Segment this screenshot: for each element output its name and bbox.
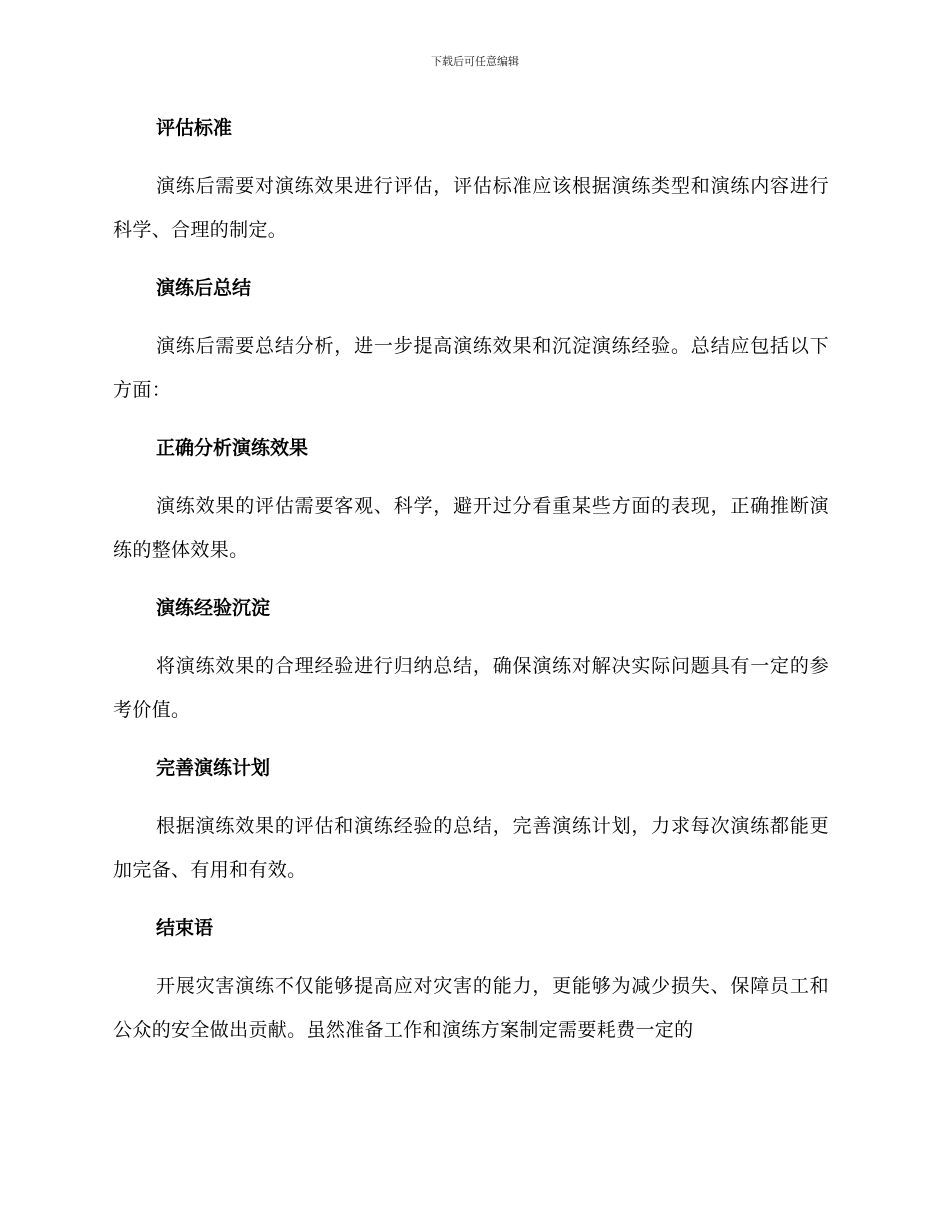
section-conclusion — [113, 906, 829, 1052]
section-heading: 演练后总结 — [156, 277, 252, 299]
section-heading: 完善演练计划 — [156, 757, 271, 779]
section-heading: 结束语 — [156, 917, 214, 939]
section-heading: 评估标准 — [156, 117, 233, 139]
section-paragraph: 演练效果的评估需要客观、科学，避开过分看重某些方面的表现，正确推断演练的整体效果。 — [113, 495, 829, 561]
page-header: 下载后可任意编辑 — [431, 55, 519, 68]
section-experience — [113, 586, 829, 732]
section-paragraph: 演练后需要总结分析，进一步提高演练效果和沉淀演练经验。总结应包括以下方面： — [113, 335, 829, 401]
section-post-drill-summary — [113, 266, 829, 412]
section-analyze-effect — [113, 426, 829, 572]
section-paragraph: 演练后需要对演练效果进行评估，评估标准应该根据演练类型和演练内容进行科学、合理的制定。 — [113, 175, 829, 241]
section-heading: 演练经验沉淀 — [156, 597, 271, 619]
section-paragraph: 开展灾害演练不仅能够提高应对灾害的能力，更能够为减少损失、保障员工和公众的安全做出贡献。虽然准备工作和演练方案制定需要耗费一定的 — [113, 975, 829, 1041]
section-paragraph: 根据演练效果的评估和演练经验的总结，完善演练计划，力求每次演练都能更加完备、有用和有效。 — [113, 815, 829, 881]
section-heading: 正确分析演练效果 — [156, 437, 309, 459]
section-evaluation-criteria — [113, 106, 829, 252]
section-improve-plan — [113, 746, 829, 892]
document-body — [113, 106, 829, 1066]
section-paragraph: 将演练效果的合理经验进行归纳总结，确保演练对解决实际问题具有一定的参考价值。 — [113, 655, 829, 721]
